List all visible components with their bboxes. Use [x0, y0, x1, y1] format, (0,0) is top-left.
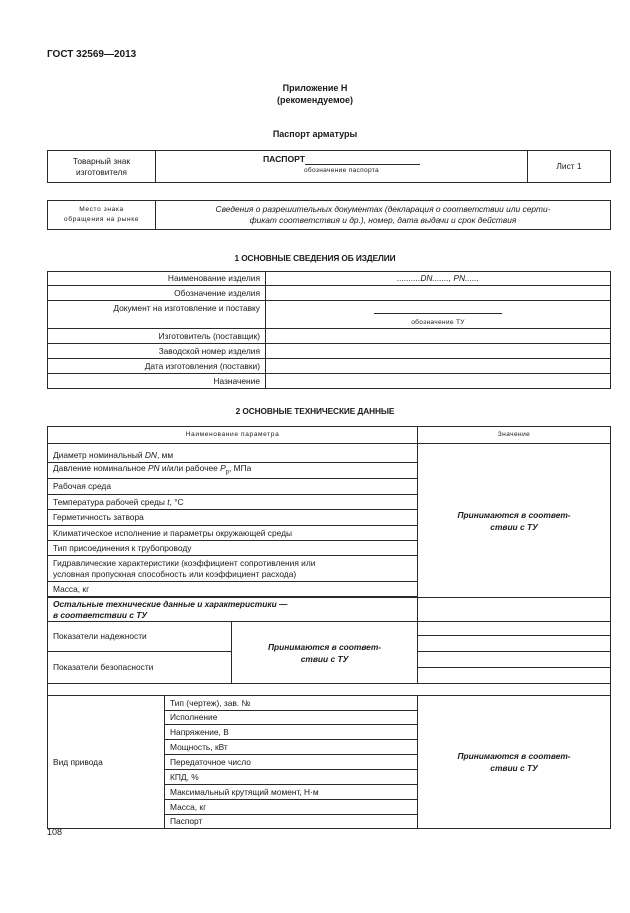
document-title: Паспорт арматуры — [272, 129, 358, 139]
market-mark-label-2: обращения на рынке — [63, 216, 140, 223]
drive-type-label: Вид привода — [48, 696, 165, 829]
passport-designation-cell — [156, 151, 528, 183]
table-row — [48, 598, 611, 622]
section1-title: 1 ОСНОВНЫЕ СВЕДЕНИЯ ОБ ИЗДЕЛИИ — [234, 253, 396, 263]
market-mark-table — [47, 200, 611, 230]
value-column-header: Значение — [418, 427, 611, 444]
document-code: ГОСТ 32569—2013 — [47, 49, 137, 60]
trademark-label-2: изготовителя — [76, 166, 127, 177]
param-name: Давление номинальное PN и/или рабочее $P_р$, МПа — [48, 463, 418, 479]
hydraulic-line-1: Гидравлические характеристики (коэффициент сопротивления или — [53, 558, 316, 569]
table-row — [48, 696, 611, 711]
drive-param: Тип (чертеж), зав. № — [165, 696, 418, 711]
row-value — [266, 374, 611, 389]
tu-caption: обозначение ТУ — [411, 318, 465, 326]
drive-param: Максимальный крутящий момент, Н·м — [165, 785, 418, 800]
drive-param: Масса, кг — [165, 800, 418, 815]
permits-text-2: фикат соответствия и др.), номер, дата выдачи и срок действия — [249, 215, 517, 225]
param-name: Диаметр номинальный DN, мм — [48, 449, 418, 463]
passport-number-line — [305, 155, 420, 165]
tu-line — [374, 304, 502, 314]
tu-note-2: ствии с ТУ — [490, 521, 538, 532]
tu-note-2: ствии с ТУ — [490, 763, 538, 774]
param-name: Масса, кг — [48, 582, 418, 597]
tu-note-cell — [418, 444, 611, 598]
tu-note-cell-3 — [418, 696, 611, 829]
passport-header-table — [47, 150, 611, 183]
drive-param: Мощность, кВт — [165, 740, 418, 755]
row-value — [266, 359, 611, 374]
appendix-title: Приложение Н — [282, 83, 348, 93]
row-label: Дата изготовления (поставки) — [48, 359, 266, 374]
value-cell — [418, 636, 611, 652]
row-label: Изготовитель (поставщик) — [48, 329, 266, 344]
param-name: Климатическое исполнение и параметры окружающей среды — [48, 526, 418, 541]
other-data-line-2: в соответствии с ТУ — [53, 609, 148, 620]
trademark-label: Товарный знак — [72, 156, 131, 166]
basic-info-table — [47, 271, 611, 389]
tu-note-2: ствии с ТУ — [300, 653, 349, 664]
other-data-cell — [48, 598, 418, 622]
trademark-cell — [48, 151, 156, 183]
sheet-cell — [528, 151, 611, 183]
appendix-subtitle: (рекомендуемое) — [277, 95, 353, 105]
empty-cell — [48, 684, 611, 696]
tu-note: Принимаются в соответ- — [267, 641, 382, 652]
table-row — [48, 359, 611, 374]
tu-note-cell-2 — [232, 622, 418, 684]
row-label: Наименование изделия — [48, 272, 266, 286]
sheet-label: Лист 1 — [556, 161, 582, 172]
empty-row — [48, 684, 611, 696]
passport-word: ПАСПОРТ — [262, 154, 306, 164]
row-label: Заводской номер изделия — [48, 344, 266, 359]
drive-param: КПД, % — [165, 770, 418, 785]
table-row — [48, 622, 611, 636]
value-cell — [418, 598, 611, 622]
row-label: Назначение — [48, 374, 266, 389]
row-value — [266, 329, 611, 344]
reliability-label: Показатели надежности — [48, 622, 232, 652]
drive-param: Передаточное число — [165, 755, 418, 770]
table-row — [48, 374, 611, 389]
section2-title: 2 ОСНОВНЫЕ ТЕХНИЧЕСКИЕ ДАННЫЕ — [235, 406, 395, 416]
tech-data-table — [47, 426, 611, 829]
table-row — [48, 329, 611, 344]
market-mark-label: Место знака — [79, 206, 124, 213]
table-row — [48, 344, 611, 359]
table-row — [48, 272, 611, 286]
permits-text-1: Сведения о разрешительных документах (декларация о соответствии или серти- — [215, 204, 551, 214]
row-value: ..........DN......., PN...... — [266, 272, 611, 286]
value-cell — [418, 652, 611, 668]
row-value — [266, 344, 611, 359]
table-row — [48, 286, 611, 301]
value-cell — [418, 622, 611, 636]
table-row — [48, 301, 611, 329]
permits-info-cell — [156, 201, 611, 230]
hydraulic-line-2: условная пропускная способность или коэффициент расхода) — [53, 568, 297, 579]
tu-note: Принимаются в соответ- — [457, 751, 571, 762]
param-name: Герметичность затвора — [48, 510, 418, 526]
row-value — [266, 286, 611, 301]
param-name: Тип присоединения к трубопроводу — [48, 541, 418, 556]
tu-note: Принимаются в соответ- — [457, 509, 571, 520]
table-header-row — [48, 427, 611, 444]
param-name — [48, 556, 418, 582]
other-data-line-1: Остальные технические данные и характеристики — — [53, 599, 288, 610]
page-number: 108 — [47, 827, 63, 837]
safety-label: Показатели безопасности — [48, 652, 232, 684]
passport-caption: обозначение паспорта — [303, 166, 380, 174]
market-mark-cell — [48, 201, 156, 230]
drive-param: Напряжение, В — [165, 725, 418, 740]
drive-param: Паспорт — [165, 815, 418, 829]
row-label: Документ на изготовление и поставку — [48, 301, 266, 329]
row-label: Обозначение изделия — [48, 286, 266, 301]
param-name: Температура рабочей среды t, °С — [48, 495, 418, 510]
drive-param: Исполнение — [165, 711, 418, 725]
value-cell — [418, 668, 611, 684]
param-column-header: Наименование параметра — [48, 427, 418, 444]
param-name: Рабочая среда — [48, 479, 418, 495]
tu-designation-cell — [266, 301, 611, 329]
